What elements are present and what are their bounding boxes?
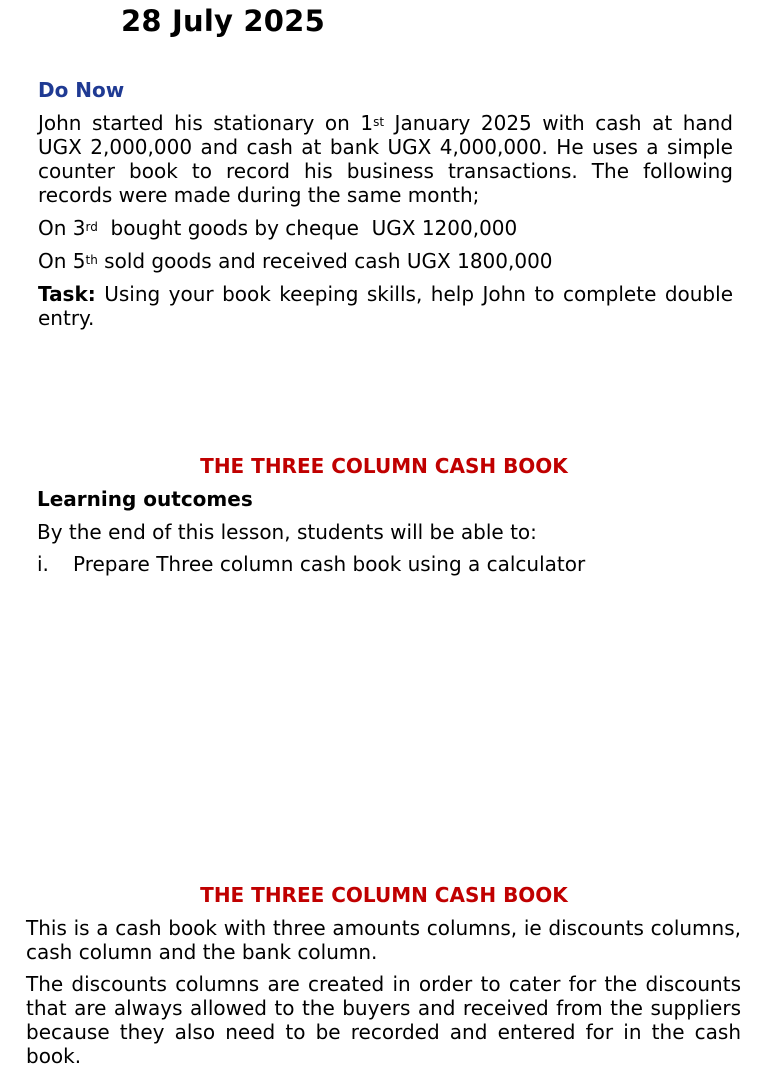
section-title-2: THE THREE COLUMN CASH BOOK [200,883,568,907]
ordinal-suffix: st [373,115,385,129]
do-now-paragraph: John started his stationary on 1st January 2025 with cash at hand UGX 2,000,000 and cash at bank UGX 4,000,000. He uses a simple counter book to record his business transactions. The following records were made during the same month; [38,111,733,207]
ordinal-suffix: rd [85,220,98,234]
transaction-line-2: On 5th sold goods and received cash UGX 1800,000 [38,249,553,273]
ordinal-suffix: th [85,253,98,267]
learning-outcomes-heading: Learning outcomes [37,487,253,511]
outcome-item-marker: i. [37,552,49,576]
definition-paragraph: This is a cash book with three amounts columns, ie discounts columns, cash column and the bank column. [26,916,741,964]
page-date: 28 July 2025 [121,4,325,38]
task-paragraph: Task: Using your book keeping skills, help John to complete double entry. [38,282,733,330]
discounts-paragraph: The discounts columns are created in order to cater for the discounts that are always allowed to the buyers and received from the suppliers because they also need to be recorded and entered for in the cash book. [26,972,741,1068]
outcomes-intro: By the end of this lesson, students will be able to: [37,520,537,544]
do-now-heading: Do Now [38,78,125,102]
transaction-line-1: On 3rd bought goods by cheque UGX 1200,000 [38,216,518,240]
outcome-item-text: Prepare Three column cash book using a calculator [73,552,586,576]
section-title-1: THE THREE COLUMN CASH BOOK [200,454,568,478]
task-label: Task: [38,282,96,306]
